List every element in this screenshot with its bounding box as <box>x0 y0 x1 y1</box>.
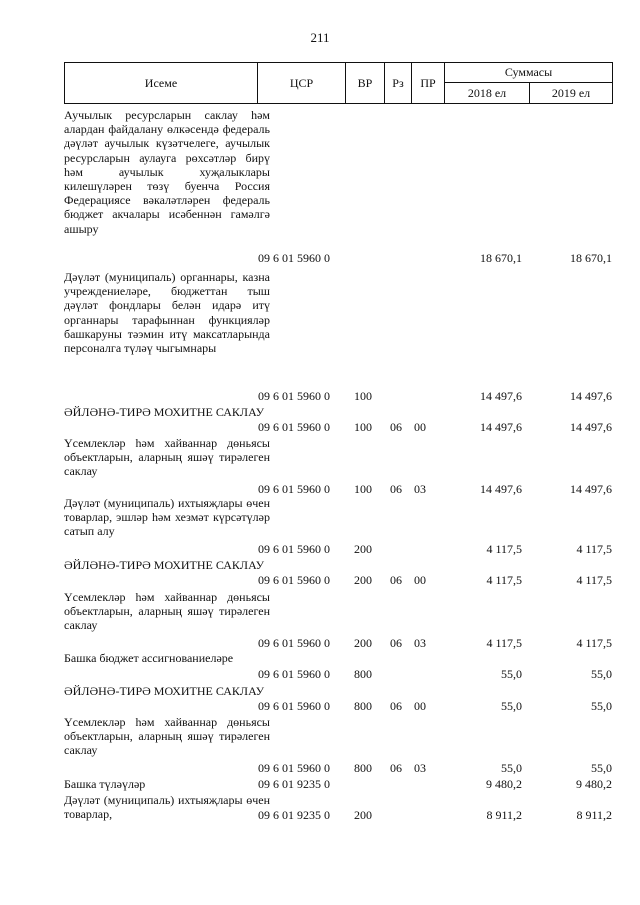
row-rz: 06 <box>390 699 402 713</box>
header-sums: Суммасы <box>444 62 613 83</box>
row-pr: 03 <box>414 636 426 650</box>
row-name: Башка түләүләр <box>64 777 146 791</box>
row-name: ӘЙЛӘНӘ-ТИРӘ МОХИТНЕ САКЛАУ <box>64 684 265 698</box>
row-name: Аучылык ресурсларын саклау һәм алардан файдалану өлкәсендә федераль дәүләт аучылык күзәтчелеге, аучылык ресурсларын аулауга рөхсәтләр бирү һәм аучылык хуҗалыклары килешүләрен төзү буенча Россия Федерациясе вәкаләтләрен федераль бюджет акчалары исәбеннән гамәлгә ашыру <box>64 108 270 236</box>
header-2019: 2019 ел <box>529 82 613 104</box>
row-sum-2018: 4 117,5 <box>486 636 522 650</box>
row-sum-2019: 9 480,2 <box>576 777 612 791</box>
row-pr: 03 <box>414 482 426 496</box>
header-rz: Рз <box>384 62 412 104</box>
header-2018: 2018 ел <box>444 82 530 104</box>
row-csr: 09 6 01 5960 0 <box>258 542 330 556</box>
row-vr: 100 <box>354 389 372 403</box>
row-sum-2019: 8 911,2 <box>576 808 612 822</box>
row-vr: 200 <box>354 636 372 650</box>
row-sum-2018: 55,0 <box>501 761 522 775</box>
row-name: Үсемлекләр һәм хайваннар дөньясы объектларын, аларның яшәү тирәлеген саклау <box>64 436 270 479</box>
header-name: Исеме <box>64 62 258 104</box>
row-pr: 00 <box>414 573 426 587</box>
row-csr: 09 6 01 5960 0 <box>258 636 330 650</box>
row-pr: 03 <box>414 761 426 775</box>
row-csr: 09 6 01 9235 0 <box>258 808 330 822</box>
row-name: Дәүләт (муниципаль) ихтыяҗлары өчен товарлар, эшләр һәм хезмәт күрсәтүләр сатып алу <box>64 496 270 539</box>
row-vr: 100 <box>354 420 372 434</box>
row-sum-2019: 18 670,1 <box>570 251 612 265</box>
row-rz: 06 <box>390 420 402 434</box>
row-vr: 200 <box>354 808 372 822</box>
row-vr: 800 <box>354 699 372 713</box>
row-sum-2019: 4 117,5 <box>576 542 612 556</box>
row-name: ӘЙЛӘНӘ-ТИРӘ МОХИТНЕ САКЛАУ <box>64 558 265 572</box>
row-sum-2018: 14 497,6 <box>480 482 522 496</box>
row-name: Үсемлекләр һәм хайваннар дөньясы объектларын, аларның яшәү тирәлеген саклау <box>64 715 270 758</box>
row-sum-2018: 55,0 <box>501 667 522 681</box>
row-vr: 100 <box>354 482 372 496</box>
row-rz: 06 <box>390 761 402 775</box>
row-pr: 00 <box>414 699 426 713</box>
row-sum-2018: 14 497,6 <box>480 389 522 403</box>
row-vr: 800 <box>354 667 372 681</box>
row-sum-2019: 55,0 <box>591 761 612 775</box>
row-csr: 09 6 01 9235 0 <box>258 777 330 791</box>
row-name: Дәүләт (муниципаль) органнары, казна учреждениеләре, бюджеттан тыш дәүләт фондлары белән идарә итү органнары тарафыннан функцияләр башкаруны тәэмин итү максатларында персоналга түләү чыгымнары <box>64 270 270 356</box>
row-csr: 09 6 01 5960 0 <box>258 251 330 265</box>
row-sum-2019: 4 117,5 <box>576 636 612 650</box>
row-csr: 09 6 01 5960 0 <box>258 389 330 403</box>
row-sum-2019: 4 117,5 <box>576 573 612 587</box>
row-vr: 200 <box>354 542 372 556</box>
row-rz: 06 <box>390 636 402 650</box>
row-sum-2019: 14 497,6 <box>570 389 612 403</box>
row-sum-2019: 55,0 <box>591 667 612 681</box>
row-sum-2018: 4 117,5 <box>486 573 522 587</box>
row-csr: 09 6 01 5960 0 <box>258 761 330 775</box>
row-pr: 00 <box>414 420 426 434</box>
row-name: Дәүләт (муниципаль) ихтыяҗлары өчен товарлар, <box>64 793 270 822</box>
row-sum-2018: 8 911,2 <box>486 808 522 822</box>
row-sum-2018: 18 670,1 <box>480 251 522 265</box>
row-sum-2019: 14 497,6 <box>570 482 612 496</box>
row-csr: 09 6 01 5960 0 <box>258 420 330 434</box>
header-csr: ЦСР <box>257 62 346 104</box>
row-csr: 09 6 01 5960 0 <box>258 699 330 713</box>
row-sum-2019: 14 497,6 <box>570 420 612 434</box>
row-rz: 06 <box>390 482 402 496</box>
row-vr: 200 <box>354 573 372 587</box>
header-vr: ВР <box>345 62 385 104</box>
row-vr: 800 <box>354 761 372 775</box>
page-number: 211 <box>310 30 330 45</box>
row-sum-2018: 9 480,2 <box>486 777 522 791</box>
row-csr: 09 6 01 5960 0 <box>258 482 330 496</box>
row-sum-2018: 14 497,6 <box>480 420 522 434</box>
row-name: Үсемлекләр һәм хайваннар дөньясы объектларын, аларның яшәү тирәлеген саклау <box>64 590 270 633</box>
row-csr: 09 6 01 5960 0 <box>258 573 330 587</box>
row-csr: 09 6 01 5960 0 <box>258 667 330 681</box>
row-sum-2019: 55,0 <box>591 699 612 713</box>
row-name: Башка бюджет ассигнованиеләре <box>64 651 234 665</box>
row-sum-2018: 55,0 <box>501 699 522 713</box>
row-sum-2018: 4 117,5 <box>486 542 522 556</box>
header-pr: ПР <box>411 62 445 104</box>
row-name: ӘЙЛӘНӘ-ТИРӘ МОХИТНЕ САКЛАУ <box>64 405 265 419</box>
row-rz: 06 <box>390 573 402 587</box>
